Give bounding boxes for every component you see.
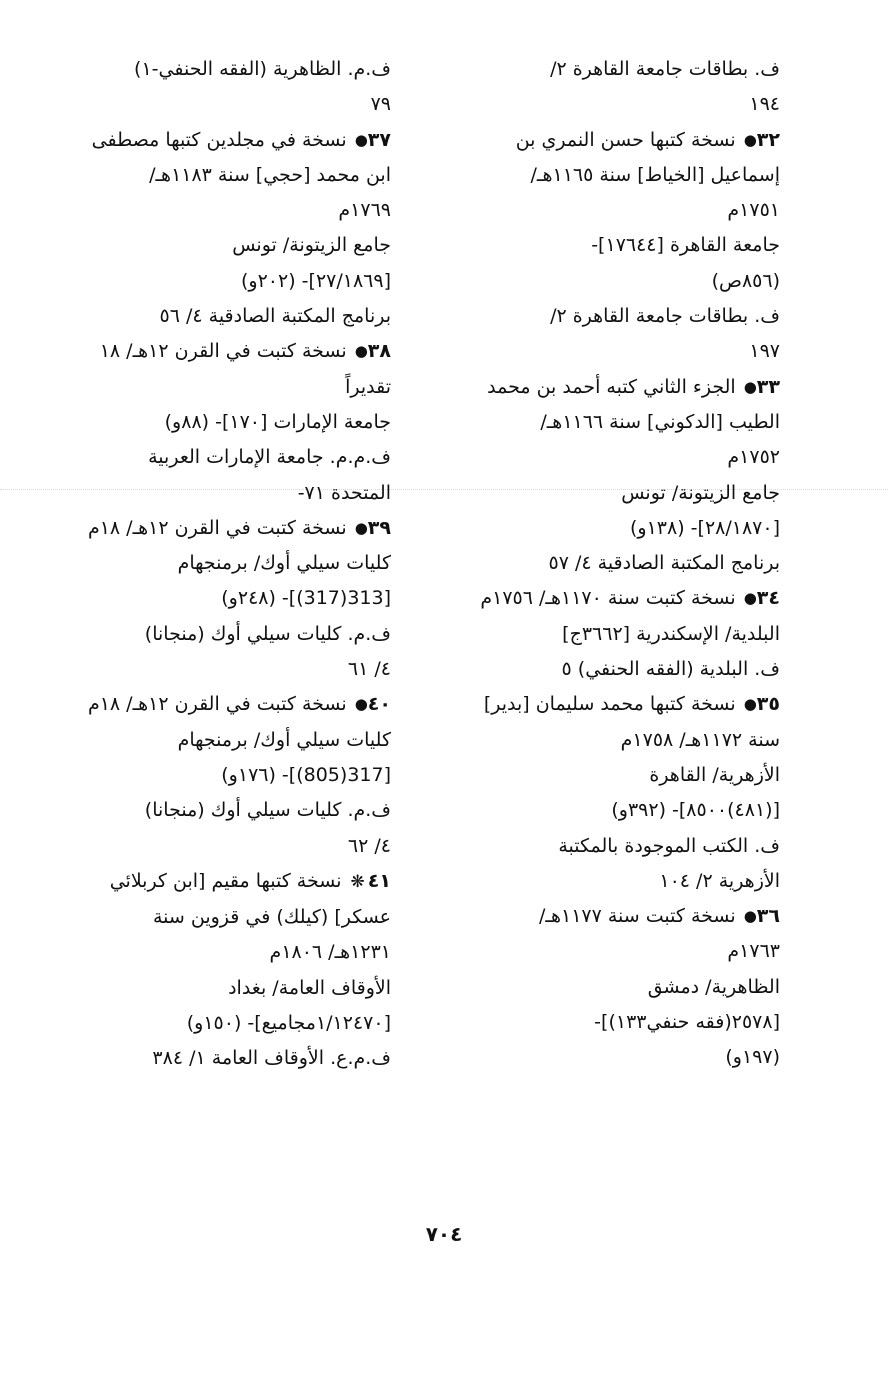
entry-number: ٤١ xyxy=(367,869,391,892)
text-line: برنامج المكتبة الصادقية ٤/ ٥٧ xyxy=(548,552,780,575)
text-line: (١٩٧و) xyxy=(725,1046,780,1069)
text-line: الطيب [الدكوني] سنة ١١٦٦هـ/ xyxy=(540,410,780,433)
text-line: برنامج المكتبة الصادقية ٤/ ٥٦ xyxy=(159,305,391,328)
entry-text: نسخة كتبها محمد سليمان [بدير] xyxy=(483,693,736,716)
text-line: جامعة القاهرة [١٧٦٤٤]- xyxy=(591,234,780,257)
text-line: [١/١٢٤٧٠مجاميع]- (١٥٠و) xyxy=(186,1012,391,1035)
text-line: جامع الزيتونة/ تونس xyxy=(621,481,780,504)
text-line: ١٧٦٩م xyxy=(338,199,391,222)
text-line: جامع الزيتونة/ تونس xyxy=(232,234,391,257)
text-line: ف. بطاقات جامعة القاهرة ٢/ xyxy=(550,305,780,328)
text-line: ٧٩ xyxy=(370,93,391,116)
entry-text: نسخة كتبت في القرن ١٢هـ/ ١٨ xyxy=(99,340,347,363)
entry-text: نسخة في مجلدين كتبها مصطفى xyxy=(91,128,347,151)
text-line: ف. بطاقات جامعة القاهرة ٢/ xyxy=(550,58,780,80)
entry-text: الجزء الثاني كتبه أحمد بن محمد xyxy=(487,375,736,398)
text-line: [٢٧/١٨٦٩]- (٢٠٢و) xyxy=(240,269,391,292)
text-line: كليات سيلي أوك/ برمنجهام xyxy=(177,728,391,751)
entry-text: نسخة كتبها حسن النمري بن xyxy=(515,128,736,151)
entry-heading-line xyxy=(55,511,391,546)
text-line: الأزهرية/ القاهرة xyxy=(649,763,780,786)
entry-heading-line xyxy=(55,864,391,900)
text-line: ١٧٥٢م xyxy=(727,446,780,469)
text-line: [317(805)]- (١٧٦و) xyxy=(221,763,391,786)
text-line: ف.م. كليات سيلي أوك (منجانا) xyxy=(144,799,391,822)
text-line: ف.م. الظاهرية (الفقه الحنفي-١) xyxy=(134,58,391,80)
entry-heading-line xyxy=(55,123,391,158)
entry-number: ٣٧ xyxy=(367,128,391,151)
entry-text: نسخة كتبت في القرن ١٢هـ/ ١٨م xyxy=(87,516,347,539)
text-line: سنة ١١٧٢هـ/ ١٧٥٨م xyxy=(620,728,780,751)
entry-text: نسخة كتبت في القرن ١٢هـ/ ١٨م xyxy=(87,693,347,716)
text-line: ف.م.ع. الأوقاف العامة ١/ ٣٨٤ xyxy=(152,1047,391,1070)
text-line: المتحدة ٧١- xyxy=(297,481,391,504)
text-line: البلدية/ الإسكندرية [٣٦٦٢ج] xyxy=(562,622,780,645)
text-line: ٤/ ٦١ xyxy=(347,658,391,681)
entry-heading-line xyxy=(444,370,780,405)
text-line: ف. الكتب الموجودة بالمكتبة xyxy=(558,834,780,857)
text-line: [(٤٨١)٨٥٠٠]- (٣٩٢و) xyxy=(611,799,780,822)
text-line: الأزهرية ٢/ ١٠٤ xyxy=(659,869,780,892)
text-line: ٤/ ٦٢ xyxy=(347,834,391,857)
entry-heading-line xyxy=(444,899,780,934)
bullet-icon: ● xyxy=(743,130,757,149)
text-line: ١٧٥١م xyxy=(727,199,780,222)
entry-heading-line xyxy=(55,334,391,369)
text-line: تقديراً xyxy=(345,375,391,398)
entry-heading-line xyxy=(55,687,391,722)
entry-heading-line xyxy=(444,687,780,722)
text-line: الأوقاف العامة/ بغداد xyxy=(228,976,391,999)
bullet-icon: ● xyxy=(354,695,368,714)
text-line: ف. البلدية (الفقه الحنفي) ٥ xyxy=(561,658,780,681)
entry-number: ٣٨ xyxy=(367,340,391,363)
text-line: [٢٨/١٨٧٠]- (١٣٨و) xyxy=(629,516,780,539)
entry-text: نسخة كتبت سنة ١١٧٠هـ/ ١٧٥٦م xyxy=(480,587,736,610)
text-line: ١٩٧ xyxy=(749,340,780,363)
bullet-icon: ● xyxy=(743,377,757,396)
entry-number: ٣٢ xyxy=(756,128,780,151)
text-line: الظاهرية/ دمشق xyxy=(647,975,780,998)
entry-number: ٣٩ xyxy=(367,516,391,539)
entry-heading-line xyxy=(444,123,780,158)
text-line: ١٢٣١هـ/ ١٨٠٦م xyxy=(269,941,391,964)
text-line: كليات سيلي أوك/ برمنجهام xyxy=(177,552,391,575)
entry-number: ٣٥ xyxy=(756,693,780,716)
bullet-icon: ● xyxy=(743,695,757,714)
bullet-icon: ● xyxy=(354,130,368,149)
bullet-icon: ● xyxy=(743,907,757,926)
entry-number: ٣٣ xyxy=(756,375,780,398)
entry-number: ٤٠ xyxy=(367,693,391,716)
text-line: جامعة الإمارات [١٧٠]- (٨٨و) xyxy=(164,410,391,433)
entry-text: نسخة كتبها مقيم [ابن كربلائي xyxy=(109,869,342,892)
page-number: ٧٠٤ xyxy=(425,1222,463,1246)
entry-number: ٣٤ xyxy=(756,587,780,610)
text-line: إسماعيل [الخياط] سنة ١١٦٥هـ/ xyxy=(530,163,780,186)
entry-number: ٣٦ xyxy=(756,905,780,928)
text-line: ١٧٦٣م xyxy=(727,940,780,963)
entry-heading-line xyxy=(444,581,780,616)
bullet-icon: ● xyxy=(743,589,757,608)
text-line: ف.م.م. جامعة الإمارات العربية xyxy=(148,446,391,469)
text-line: [٢٥٧٨(فقه حنفي١٣٣)]- xyxy=(594,1011,780,1034)
entry-text: نسخة كتبت سنة ١١٧٧هـ/ xyxy=(539,905,736,928)
text-line: (٨٥٦ص) xyxy=(711,269,780,292)
bullet-icon: ● xyxy=(354,342,368,361)
text-line: [313(317)]- (٢٤٨و) xyxy=(221,587,391,610)
star-icon: ❋ xyxy=(350,871,365,892)
left-column xyxy=(55,52,391,1077)
right-column xyxy=(444,52,780,1076)
bullet-icon: ● xyxy=(354,518,368,537)
text-line: ١٩٤ xyxy=(749,93,780,116)
text-line: عسكر] (كيلك) في قزوين سنة xyxy=(153,906,391,929)
text-line: ابن محمد [حجي] سنة ١١٨٣هـ/ xyxy=(149,163,391,186)
text-line: ف.م. كليات سيلي أوك (منجانا) xyxy=(144,622,391,645)
